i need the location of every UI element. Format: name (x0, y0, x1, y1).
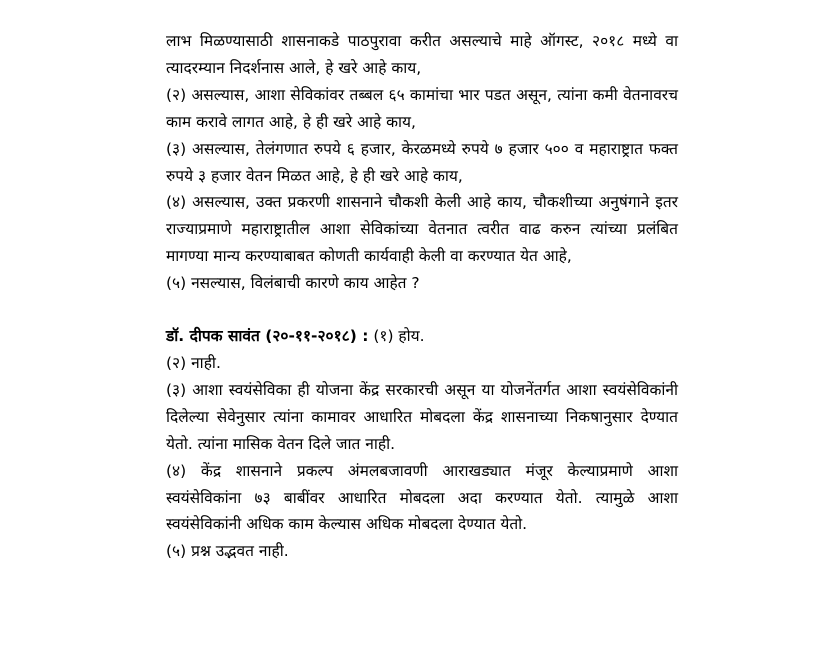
question-part-3: (३) असल्यास, तेलंगणात रुपये ६ हजार, केरळमध्ये रुपये ७ हजार ५०० व महाराष्ट्रात फक्त रुपये ३ हजार वेतन मिळत आहे, हे ही खरे आहे काय, (166, 139, 678, 185)
question-part-5: (५) नसल्यास, विलंबाची कारणे काय आहेत ? (166, 274, 420, 293)
answer-part-4: (४) केंद्र शासनाने प्रकल्प अंमलबजावणी आराखड्यात मंजूर केल्याप्रमाणे आशा स्वयंसेविकांना ७३ बाबींवर आधारित मोबदला अदा करण्यात येतो. त्यामुळे आशा स्वयंसेविकांनी अधिक काम केल्यास अधिक मोबदला देण्यात येतो. (166, 461, 678, 534)
question-part-4: (४) असल्यास, उक्त प्रकरणी शासनाने चौकशी केली आहे काय, चौकशीच्या अनुषंगाने इतर राज्याप्रमाणे महाराष्ट्रातील आशा सेविकांच्या वेतनात त्वरीत वाढ करुन त्यांच्या प्रलंबित मागण्या मान्य करण्याबाबत कोणती कार्यवाही केली वा करण्यात येत आहे, (166, 193, 678, 266)
document-page (166, 28, 678, 565)
section-gap (166, 297, 678, 323)
answer-speaker: डॉ. दीपक सावंत (२०-११-२०१८) : (166, 327, 369, 346)
question-intro: लाभ मिळण्यासाठी शासनाकडे पाठपुरावा करीत असल्याचे माहे ऑगस्ट, २०१८ मध्ये वा त्यादरम्यान निदर्शनास आले, हे खरे आहे काय, (166, 32, 678, 77)
answer-part-5: (५) प्रश्न उद्भवत नाही. (166, 542, 289, 561)
answer-part-1-line (166, 323, 678, 350)
answer-part-2: (२) नाही. (166, 353, 221, 372)
answer-part-3: (३) आशा स्वयंसेविका ही योजना केंद्र सरकारची असून या योजनेंतर्गत आशा स्वयंसेविकांनी दिलेल्या सेवेनुसार त्यांना कामावर आधारित मोबदला केंद्र शासनाच्या निकषानुसार देण्यात येतो. त्यांना मासिक वेतन दिले जात नाही. (166, 380, 678, 453)
question-part-2: (२) असल्यास, आशा सेविकांवर तब्बल ६५ कामांचा भार पडत असून, त्यांना कमी वेतनावरच काम करावे लागत आहे, हे ही खरे आहे काय, (166, 85, 678, 131)
answer-part-1: (१) होय. (368, 327, 425, 346)
